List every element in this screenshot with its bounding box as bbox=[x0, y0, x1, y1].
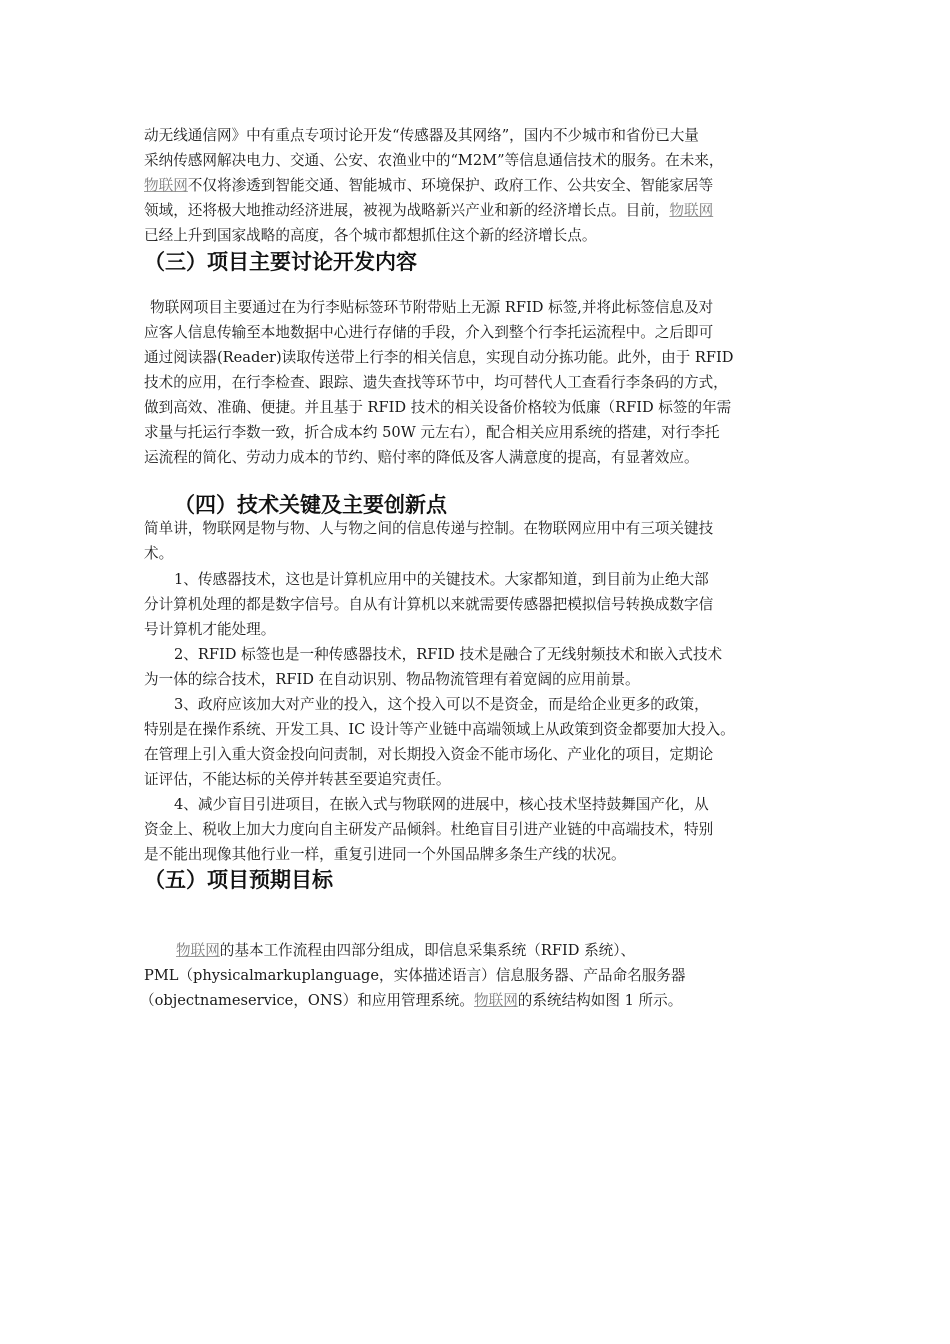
section-5-heading: （五）项目预期目标 bbox=[144, 868, 333, 892]
section-4-line: 分计算机处理的都是数字信号。自从有计算机以来就需要传感器把模拟信号转换成数字信 bbox=[144, 596, 714, 613]
intro-line-4-text: 领域，还将极大地推动经济进展，被视为战略新兴产业和新的经济增长点。目前， bbox=[144, 202, 670, 219]
section-4-line: 2、RFID 标签也是一种传感器技术，RFID 技术是融合了无线射频技术和嵌入式技术 bbox=[174, 646, 723, 663]
section-3-line: 求量与托运行李数一致，折合成本约 50W 元左右），配合相关应用系统的搭建，对行李托 bbox=[144, 424, 720, 441]
section-4-line: 4、减少盲目引进项目，在嵌入式与物联网的进展中，核心技术坚持鼓舞国产化，从 bbox=[174, 796, 709, 813]
section-5-line-3 bbox=[140, 990, 682, 1012]
section-5-line-1-text: 的基本工作流程由四部分组成，即信息采集系统（RFID 系统）、 bbox=[219, 942, 636, 959]
intro-line-3 bbox=[144, 175, 713, 197]
intro-line-5: 已经上升到国家战略的高度，各个城市都想抓住这个新的经济增长点。 bbox=[144, 227, 597, 244]
intro-line-3-text: 不仅将渗透到智能交通、智能城市、环境保护、政府工作、公共安全、智能家居等 bbox=[187, 177, 714, 194]
iot-link[interactable]: 物联网 bbox=[474, 992, 518, 1009]
section-3-line: 物联网项目主要通过在为行李贴标签环节附带贴上无源 RFID 标签,并将此标签信息及对 bbox=[150, 299, 714, 316]
section-4-line: 3、政府应该加大对产业的投入，这个投入可以不是资金，而是给企业更多的政策， bbox=[174, 696, 709, 713]
section-4-line: 是不能出现像其他行业一样，重复引进同一个外国品牌多条生产线的状况。 bbox=[144, 846, 626, 863]
iot-link[interactable]: 物联网 bbox=[144, 177, 188, 194]
section-5-line-1 bbox=[176, 940, 635, 962]
section-3-line: 运流程的简化、劳动力成本的节约、赔付率的降低及客人满意度的提高，有显著效应。 bbox=[144, 449, 699, 466]
section-4-heading: （四）技术关键及主要创新点 bbox=[174, 493, 447, 517]
section-5-line-3-tail: 的系统结构如图 1 所示。 bbox=[517, 992, 683, 1009]
intro-line-2: 采纳传感网解决电力、交通、公安、农渔业中的“M2M”等信息通信技术的服务。在未来， bbox=[144, 152, 724, 169]
section-4-line: 号计算机才能处理。 bbox=[144, 621, 276, 638]
section-3-heading: （三）项目主要讨论开发内容 bbox=[144, 250, 417, 274]
iot-link[interactable]: 物联网 bbox=[669, 202, 714, 219]
section-3-line: 技术的应用，在行李检查、跟踪、遗失查找等环节中，均可替代人工查看行李条码的方式， bbox=[144, 374, 728, 391]
section-4-line: 1、传感器技术，这也是计算机应用中的关键技术。大家都知道，到目前为止绝大部 bbox=[174, 571, 709, 588]
section-4-line: 简单讲，物联网是物与物、人与物之间的信息传递与控制。在物联网应用中有三项关键技 bbox=[144, 520, 714, 537]
section-4-line: 证评估，不能达标的关停并转甚至要追究责任。 bbox=[144, 771, 451, 788]
iot-link[interactable]: 物联网 bbox=[176, 942, 220, 959]
section-3-line: 做到高效、准确、便捷。并且基于 RFID 技术的相关设备价格较为低廉（RFID 标签的年需 bbox=[144, 399, 732, 416]
section-4-line: 资金上、税收上加大力度向自主研发产品倾斜。杜绝盲目引进产业链的中高端技术，特别 bbox=[144, 821, 714, 838]
section-4-line: 为一体的综合技术，RFID 在自动识别、物品物流管理有着宽阔的应用前景。 bbox=[144, 671, 640, 688]
section-4-line: 在管理上引入重大资金投向问责制，对长期投入资金不能市场化、产业化的项目，定期论 bbox=[144, 746, 714, 763]
section-4-line: 特别是在操作系统、开发工具、IC 设计等产业链中高端领域上从政策到资金都要加大投入。 bbox=[144, 721, 735, 738]
intro-line-4 bbox=[144, 200, 713, 222]
section-3-line: 通过阅读器(Reader)读取传送带上行李的相关信息，实现自动分拣功能。此外，由于 RFID bbox=[144, 349, 734, 366]
section-4-line: 术。 bbox=[144, 545, 174, 562]
intro-line-1: 动无线通信网》中有重点专项讨论开发“传感器及其网络”，国内不少城市和省份已大量 bbox=[144, 127, 699, 144]
section-5-line-2: PML（physicalmarkuplanguage，实体描述语言）信息服务器、产品命名服务器 bbox=[144, 967, 686, 984]
section-3-line: 应客人信息传输至本地数据中心进行存储的手段，介入到整个行李托运流程中。之后即可 bbox=[144, 324, 714, 341]
section-5-line-3-text: （objectnameservice，ONS）和应用管理系统。 bbox=[140, 992, 474, 1009]
